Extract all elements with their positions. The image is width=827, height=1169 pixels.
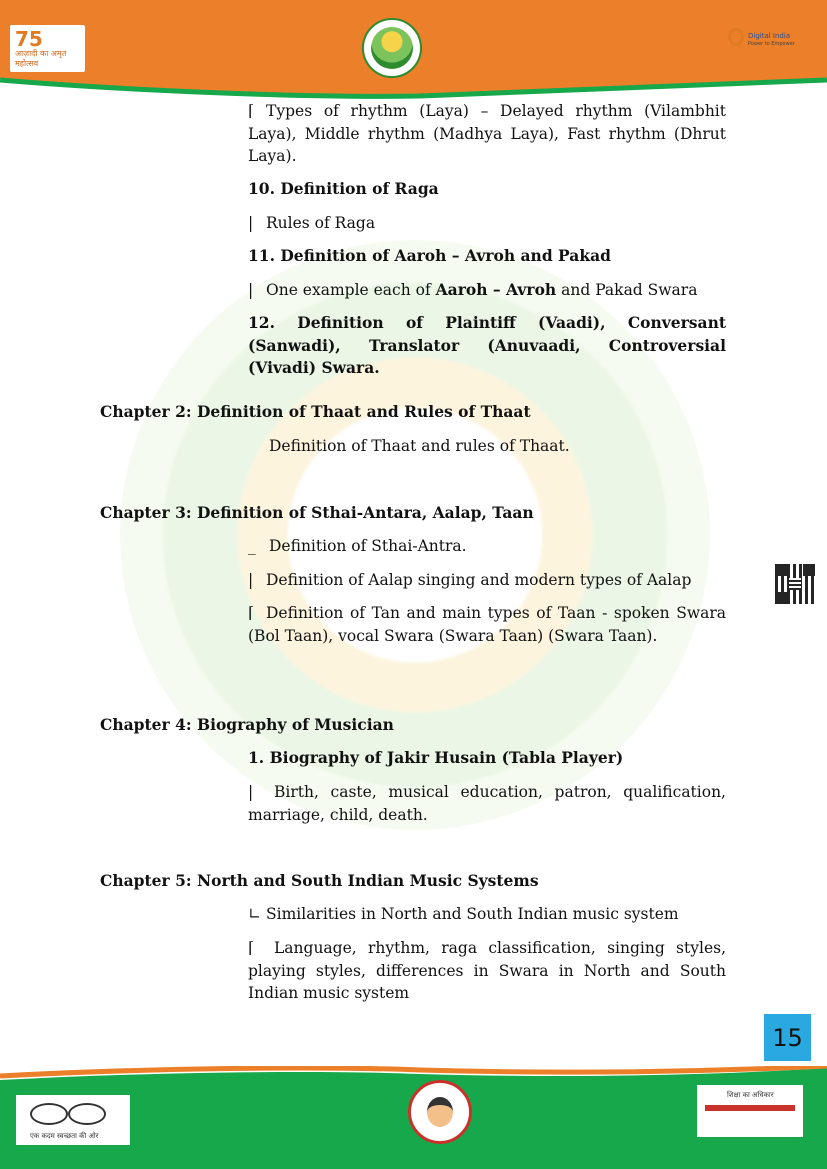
sthai-antra-item <box>248 535 467 558</box>
aaroh-example-text-1: One example each of <box>266 281 436 299</box>
aaroh-word: Aaroh <box>435 280 488 299</box>
raga-rules-item <box>248 212 375 235</box>
avroh-word: Avroh <box>506 280 557 299</box>
bar-marker: | <box>248 281 254 299</box>
spectacle-right-icon <box>68 1103 106 1125</box>
aalap-text: Definition of Aalap singing and modern types of Aalap <box>266 571 692 589</box>
chapter-2-heading: Chapter 2: Definition of Thaat and Rules of Thaat <box>100 402 531 421</box>
music-similarities-item <box>248 903 679 926</box>
azadi-amrit-mahotsav-logo <box>10 25 85 72</box>
aaroh-example-text-2: and Pakad Swara <box>556 281 698 299</box>
music-differences-item <box>248 937 726 1005</box>
underscore-marker: _ <box>248 537 256 555</box>
shiksha-title: शिक्षा का अधिकार <box>727 1091 774 1099</box>
swara-definition-heading: 12. Definition of Plaintiff (Vaadi), Conversant (Sanwadi), Translator (Anuvaadi, Controversial (Vivadi) Swara. <box>248 313 726 377</box>
spectacle-left-icon <box>30 1103 68 1125</box>
corner-marker: ⌈ <box>248 102 255 120</box>
board-emblem-inner <box>371 27 413 69</box>
rhythm-types-item <box>248 100 726 168</box>
qr-code <box>775 564 815 604</box>
chapter-5-heading: Chapter 5: North and South Indian Music Systems <box>100 871 539 890</box>
raga-definition-heading: 10. Definition of Raga <box>248 179 439 198</box>
music-similarities-text: Similarities in North and South Indian music system <box>266 905 679 923</box>
logo-number: 75 <box>15 27 43 51</box>
sthai-antra-text: Definition of Sthai-Antra. <box>269 537 467 555</box>
page-footer <box>0 1066 827 1169</box>
biography-details-text: Birth, caste, musical education, patron, qualification, marriage, child, death. <box>248 783 726 824</box>
digital-india-subtitle: Power to Empower <box>748 41 795 47</box>
raga-rules-text: Rules of Raga <box>266 214 376 232</box>
shiksha-bar <box>705 1105 795 1111</box>
rhythm-types-text: Types of rhythm (Laya) – Delayed rhythm (Vilambhit Laya), Middle rhythm (Madhya Laya), Fast rhythm (Dhrut Laya). <box>248 102 726 165</box>
page-number-badge: 15 <box>764 1014 811 1061</box>
shiksha-adhikar-logo <box>697 1085 803 1137</box>
corner-marker: ⌈ <box>248 939 255 957</box>
girl-face-icon <box>427 1097 453 1127</box>
bar-marker: | <box>248 571 254 589</box>
bar-marker: | <box>248 783 254 801</box>
dash: – <box>487 280 507 299</box>
lcorner-marker: ∟ <box>248 905 261 923</box>
thaat-definition-item: Definition of Thaat and rules of Thaat. <box>269 437 570 455</box>
digital-india-title: Digital India <box>748 32 791 40</box>
jakir-husain-heading: 1. Biography of Jakir Husain (Tabla Player) <box>248 748 624 767</box>
aaroh-avroh-heading: 11. Definition of Aaroh – Avroh and Pakad <box>248 246 611 265</box>
biography-details-item <box>248 781 726 826</box>
page-header <box>0 0 827 112</box>
chapter-3-heading: Chapter 3: Definition of Sthai-Antara, Aalap, Taan <box>100 503 534 522</box>
bar-marker: | <box>248 214 254 232</box>
aaroh-example-item <box>248 279 697 302</box>
logo-text: आज़ादी का अमृत महोत्सव <box>15 49 67 68</box>
aalap-item <box>248 569 691 592</box>
swachh-caption: एक कदम स्वच्छता की ओर <box>30 1132 99 1140</box>
chapter-4-heading: Chapter 4: Biography of Musician <box>100 715 394 734</box>
taan-item <box>248 602 726 647</box>
digital-india-logo <box>726 24 798 54</box>
board-emblem-logo <box>362 18 422 78</box>
corner-marker: ⌈ <box>248 604 255 622</box>
beti-bachao-logo <box>408 1080 472 1144</box>
swachh-bharat-logo <box>16 1095 130 1145</box>
digital-india-mark-icon <box>728 28 744 46</box>
taan-text: Definition of Tan and main types of Taan - spoken Swara (Bol Taan), vocal Swara (Swara Taan) (Swara Taan). <box>248 604 726 645</box>
music-differences-text: Language, rhythm, raga classification, singing styles, playing styles, differences in Swara in North and South Indian music system <box>248 939 726 1002</box>
